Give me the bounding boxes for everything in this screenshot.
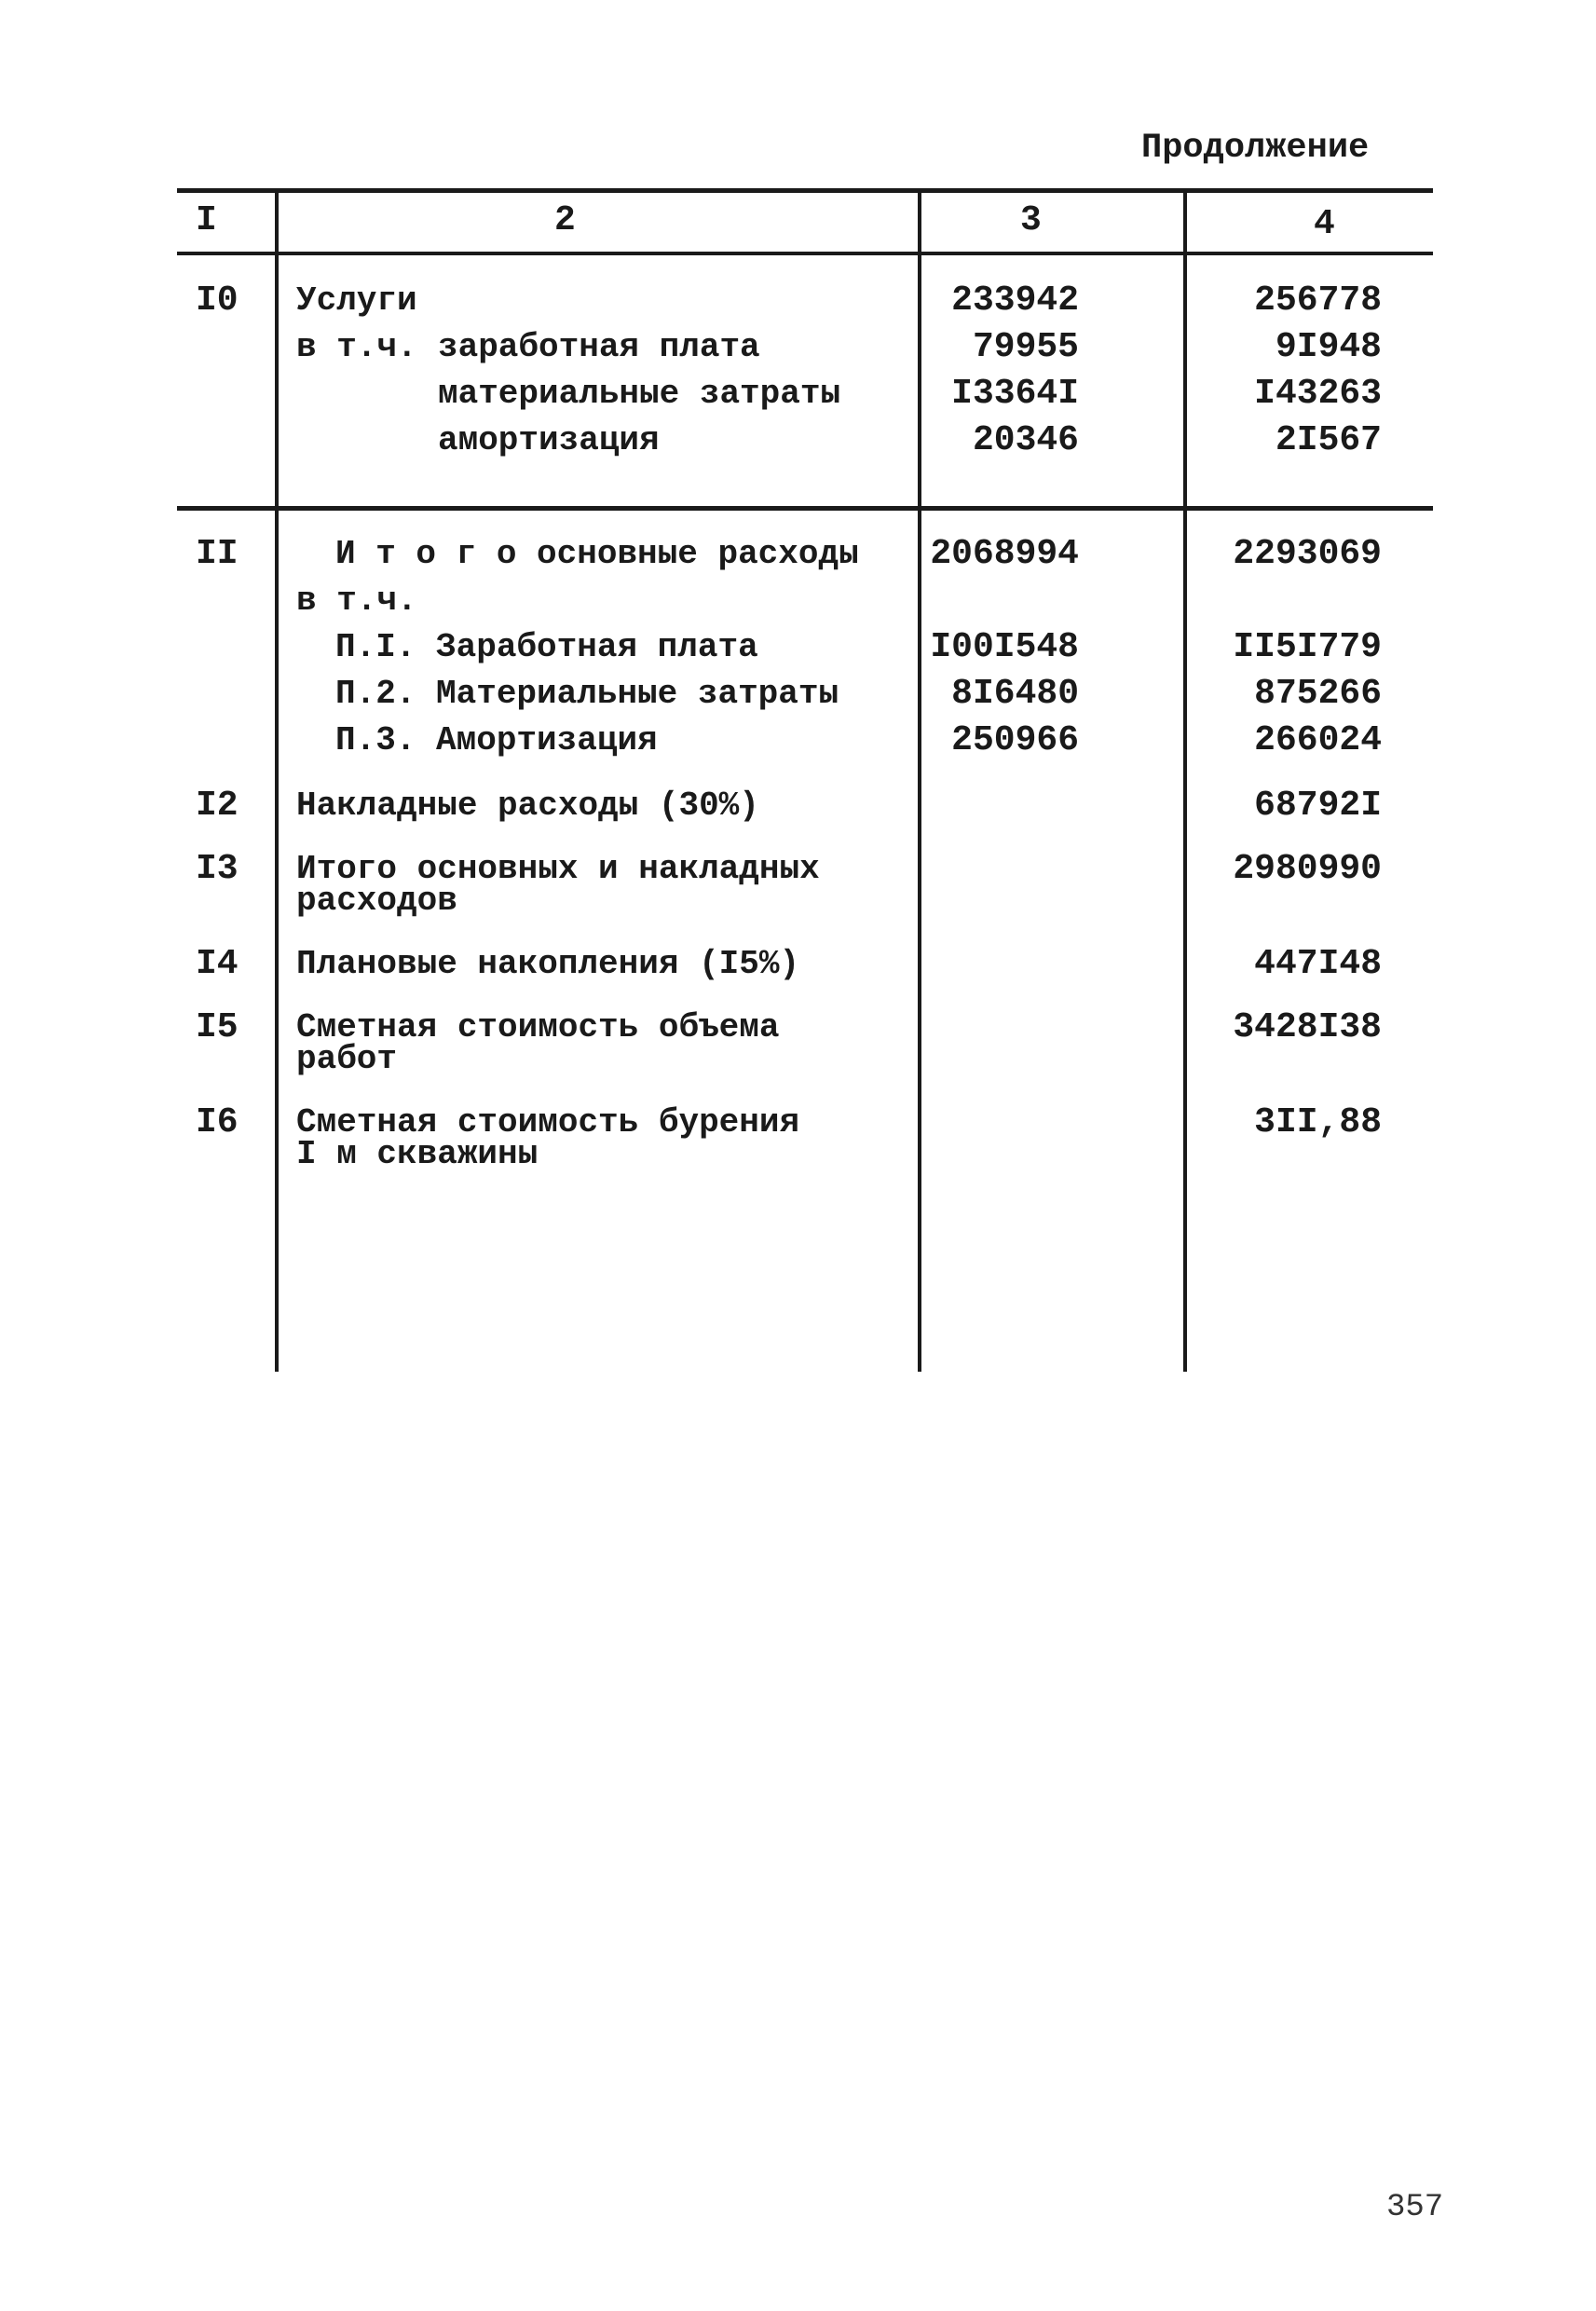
column-header-3: 3 [1020,200,1042,240]
sub-label: П.I. Заработная плата [335,628,758,666]
row-value-col4: 2980990 [1233,849,1382,889]
column-divider-2 [918,188,921,1372]
row-value-col4: 3II,88 [1254,1102,1382,1142]
sub-label: материальные затраты [438,375,841,413]
row-value-col3: 233942 [951,280,1079,321]
row-label-line1: Сметная стоимость объема [296,1008,780,1046]
row-value-col4: 68792I [1254,786,1382,826]
sub-value-col4: 875266 [1254,674,1382,714]
header-bottom-rule [177,252,1433,255]
column-header-2: 2 [554,200,576,240]
row-number: I4 [196,944,239,984]
column-divider-3 [1183,188,1187,1372]
continuation-label: Продолжение [1141,129,1370,168]
page-number: 357 [1386,2190,1444,2225]
group-separator-rule [177,506,1433,511]
sub-label: заработная плата [438,328,760,366]
sub-label: П.2. Материальные затраты [335,675,839,713]
row-label: И т о г о основные расходы [335,535,859,573]
sub-prefix: в т.ч. [296,328,417,366]
row-label-line2: I м скважины [296,1135,539,1173]
row-value-col4: 3428I38 [1233,1007,1382,1047]
row-value-col4: 2293069 [1233,534,1382,574]
row-number: I0 [196,280,239,321]
sub-label: П.3. Амортизация [335,721,658,759]
column-header-1: I [196,200,217,240]
sub-value-col3: 250966 [951,720,1079,760]
sub-value-col4: II5I779 [1233,627,1382,667]
row-label: Накладные расходы (30%) [296,786,759,825]
sub-value-col3: I3364I [951,374,1079,414]
sub-value-col3: 8I6480 [951,674,1079,714]
row-label-line2: работ [296,1040,398,1078]
row-value-col3: 2068994 [930,534,1079,574]
row-label-line2: расходов [296,882,457,920]
sub-value-col3: 79955 [972,327,1079,367]
sub-value-col4: I43263 [1254,374,1382,414]
row-value-col4: 447I48 [1254,944,1382,984]
row-number: I3 [196,849,239,889]
sub-value-col3: I00I548 [930,627,1079,667]
row-label-line1: Итого основных и накладных [296,850,820,888]
column-header-4: 4 [1314,204,1335,244]
row-number: I5 [196,1007,239,1047]
row-number: I2 [196,786,239,826]
table-top-rule [177,188,1433,193]
column-divider-1 [275,188,279,1372]
sub-prefix: в т.ч. [296,581,417,620]
sub-value-col3: 20346 [972,420,1079,460]
sub-label: амортизация [438,421,660,459]
row-number: II [196,534,239,574]
sub-value-col4: 9I948 [1275,327,1382,367]
row-value-col4: 256778 [1254,280,1382,321]
sub-value-col4: 2I567 [1275,420,1382,460]
row-label: Услуги [296,281,417,320]
row-number: I6 [196,1102,239,1142]
row-label-line1: Сметная стоимость бурения [296,1103,800,1142]
sub-value-col4: 266024 [1254,720,1382,760]
row-label: Плановые накопления (I5%) [296,945,800,983]
